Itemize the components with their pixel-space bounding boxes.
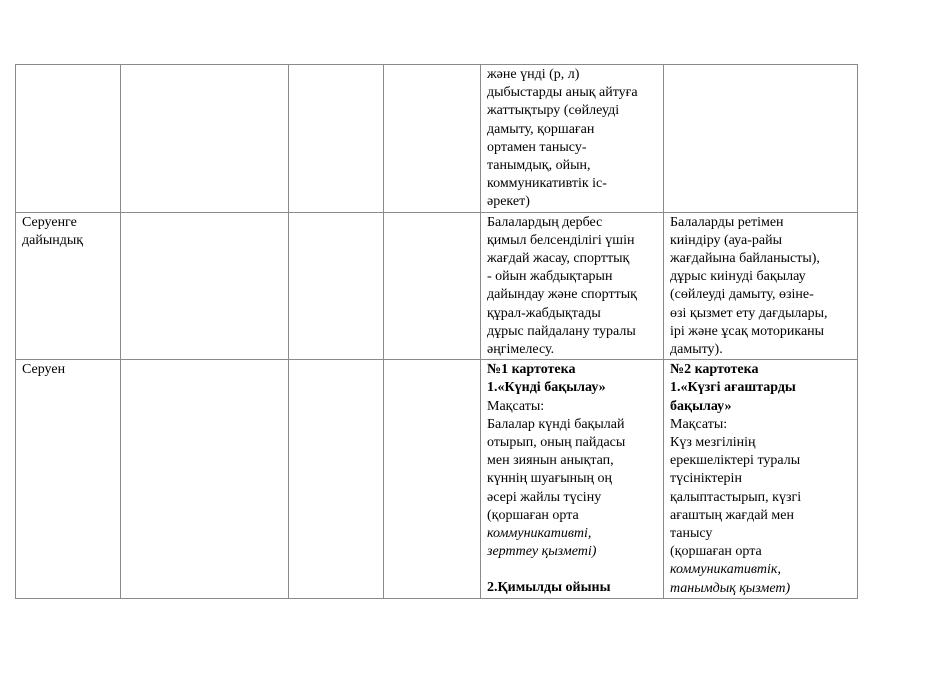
text-line: жағдайына байланысты),: [670, 251, 820, 267]
text-line: коммуникативтік іс-: [487, 176, 607, 192]
row-label: Серуенге: [22, 214, 77, 230]
row-label-cell: [16, 360, 121, 599]
text-line: дамыту).: [670, 342, 723, 358]
text-line: ірі және ұсақ моториканы: [670, 323, 825, 339]
aim-label: Мақсаты:: [487, 398, 545, 414]
table-row: [16, 360, 858, 599]
empty-cell: [384, 65, 481, 213]
text-line: жағдай жасау, спорттық: [487, 251, 630, 267]
schedule-table: [15, 64, 858, 599]
table-row: [16, 212, 858, 360]
text-line: құрал-жабдықтады: [487, 305, 601, 321]
card-title: бақылау»: [670, 398, 732, 414]
text-line: әңгімелесу.: [487, 342, 555, 358]
text-line: қалыптастырып, күзгі: [670, 489, 802, 505]
text-line: - ойын жабдықтарын: [487, 269, 613, 285]
activity-cell: [664, 65, 858, 213]
text-line: қимыл белсенділігі үшін: [487, 232, 635, 248]
empty-cell: [289, 212, 384, 360]
empty-cell: [121, 212, 289, 360]
empty-cell: [289, 360, 384, 599]
text-line: дұрыс пайдалану туралы: [487, 323, 636, 339]
text-line: (қоршаған орта: [487, 507, 579, 523]
card-title: 1.«Күзгі ағаштарды: [670, 380, 796, 396]
card-number: №2 картотека: [670, 362, 759, 378]
empty-cell: [289, 65, 384, 213]
text-line: әрекет): [487, 194, 530, 210]
text-line: ортамен танысу-: [487, 139, 587, 155]
card-title: 1.«Күнді бақылау»: [487, 380, 606, 396]
text-line: танымдық, ойын,: [487, 158, 591, 174]
activity-type: коммуникативтік,: [670, 562, 781, 578]
activity-cell: [481, 65, 664, 213]
row-label: дайындық: [22, 232, 84, 248]
text-line: дұрыс киінуді бақылау: [670, 269, 806, 285]
spacer: [487, 561, 659, 579]
text-line: ағаштың жағдай мен: [670, 507, 794, 523]
activity-type: танымдық қызмет): [670, 580, 791, 596]
text-line: өзі қызмет ету дағдылары,: [670, 305, 828, 321]
text-line: түсініктерін: [670, 471, 742, 487]
text-line: күннің шуағының оң: [487, 471, 613, 487]
empty-cell: [121, 65, 289, 213]
walk-card-cell: [481, 360, 664, 599]
aim-label: Мақсаты:: [670, 416, 728, 432]
text-line: дыбыстарды анық айтуға: [487, 85, 638, 101]
activity-type: зерттеу қызметі): [487, 544, 597, 560]
text-line: Күз мезгілінің: [670, 435, 756, 451]
activity-type: коммуникативті,: [487, 526, 592, 542]
text-line: және үнді (р, л): [487, 67, 580, 82]
text-line: мен зиянын анықтап,: [487, 453, 614, 469]
activity-cell: [664, 212, 858, 360]
empty-cell: [384, 212, 481, 360]
text-line: әсері жайлы түсіну: [487, 489, 602, 505]
text-line: киіндіру (ауа-райы: [670, 232, 782, 248]
text-line: (қоршаған орта: [670, 544, 762, 560]
empty-cell: [384, 360, 481, 599]
text-line: дамыту, қоршаған: [487, 121, 595, 137]
walk-card-cell: [664, 360, 858, 599]
empty-cell: [121, 360, 289, 599]
text-line: танысу: [670, 526, 713, 542]
text-line: (сөйлеуді дамыту, өзіне-: [670, 287, 814, 303]
row-label-cell: [16, 212, 121, 360]
text-line: Балаларды ретімен: [670, 214, 784, 230]
text-line: Балалар күнді бақылай: [487, 416, 625, 432]
text-line: жаттықтыру (сөйлеуді: [487, 103, 620, 119]
text-line: отырып, оның пайдасы: [487, 435, 626, 451]
row-label: Серуен: [22, 362, 66, 378]
game-title: 2.Қимылды ойыны: [487, 580, 611, 596]
text-line: Балалардың дербес: [487, 214, 603, 230]
text-line: ерекшеліктері туралы: [670, 453, 801, 469]
card-number: №1 картотека: [487, 362, 576, 378]
activity-cell: [481, 212, 664, 360]
row-label-cell: [16, 65, 121, 213]
text-line: дайындау және спорттық: [487, 287, 637, 303]
table-row: [16, 65, 858, 213]
